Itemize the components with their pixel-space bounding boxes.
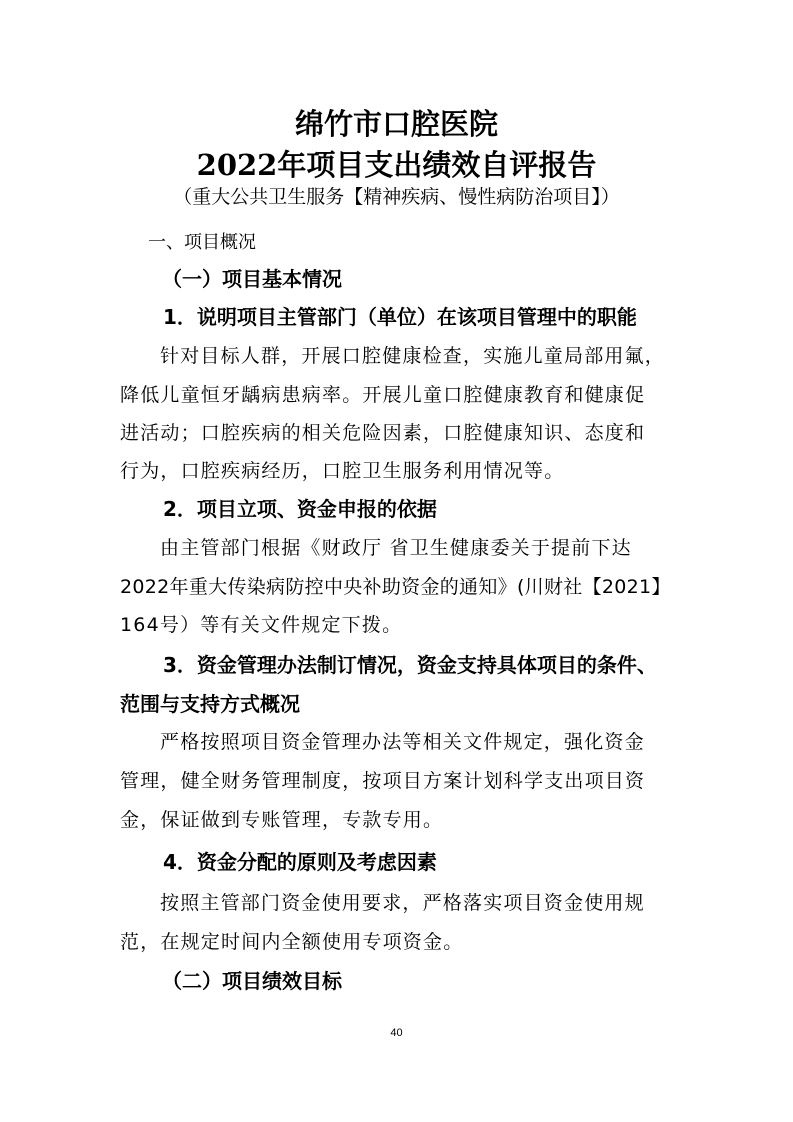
item1-paragraph-line: 针对目标人群，开展口腔健康检查，实施儿童局部用氟，	[160, 345, 666, 367]
item2-paragraph-line: 2022年重大传染病防控中央补助资金的通知》(川财社【2021】	[120, 576, 671, 598]
item1-paragraph-line: 进活动；口腔疾病的相关危险因素，口腔健康知识、态度和	[120, 422, 646, 444]
item4-paragraph-line: 按照主管部门资金使用要求，严格落实项目资金使用规	[160, 892, 645, 914]
item1-heading: 1．说明项目主管部门（单位）在该项目管理中的职能	[163, 305, 637, 329]
section-heading-overview: 一、项目概况	[148, 232, 256, 253]
item4-heading: 4．资金分配的原则及考虑因素	[163, 850, 437, 874]
document-title-line1: 绵竹市口腔医院	[294, 107, 498, 141]
item2-paragraph-line: 164号）等有关文件规定下拨。	[120, 614, 403, 636]
page-number: 40	[390, 1027, 403, 1039]
item1-paragraph-line: 行为，口腔疾病经历，口腔卫生服务利用情况等。	[120, 460, 565, 482]
item2-paragraph-line: 由主管部门根据《财政厅 省卫生健康委关于提前下达	[160, 537, 632, 559]
item3-paragraph-line: 管理，健全财务管理制度，按项目方案计划科学支出项目资	[120, 770, 646, 792]
item3-paragraph-line: 严格按照项目资金管理办法等相关文件规定，强化资金	[160, 731, 645, 753]
document-title-line2: 2022年项目支出绩效自评报告	[196, 148, 597, 182]
item3-heading: 3．资金管理办法制订情况，资金支持具体项目的条件、	[163, 653, 657, 677]
item4-paragraph-line: 范，在规定时间内全额使用专项资金。	[120, 931, 464, 953]
subsection-heading-performance-goals: （二）项目绩效目标	[162, 969, 342, 993]
item3-heading-continued: 范围与支持方式概况	[120, 692, 300, 716]
item1-paragraph-line: 降低儿童恒牙龋病患病率。开展儿童口腔健康教育和健康促	[120, 384, 646, 406]
document-subtitle: （重大公共卫生服务【精神疾病、慢性病防治项目】）	[173, 186, 620, 208]
item3-paragraph-line: 金，保证做到专账管理，专款专用。	[120, 809, 444, 831]
item2-heading: 2．项目立项、资金申报的依据	[163, 497, 437, 521]
subsection-heading-basic-info: （一）项目基本情况	[162, 267, 342, 291]
